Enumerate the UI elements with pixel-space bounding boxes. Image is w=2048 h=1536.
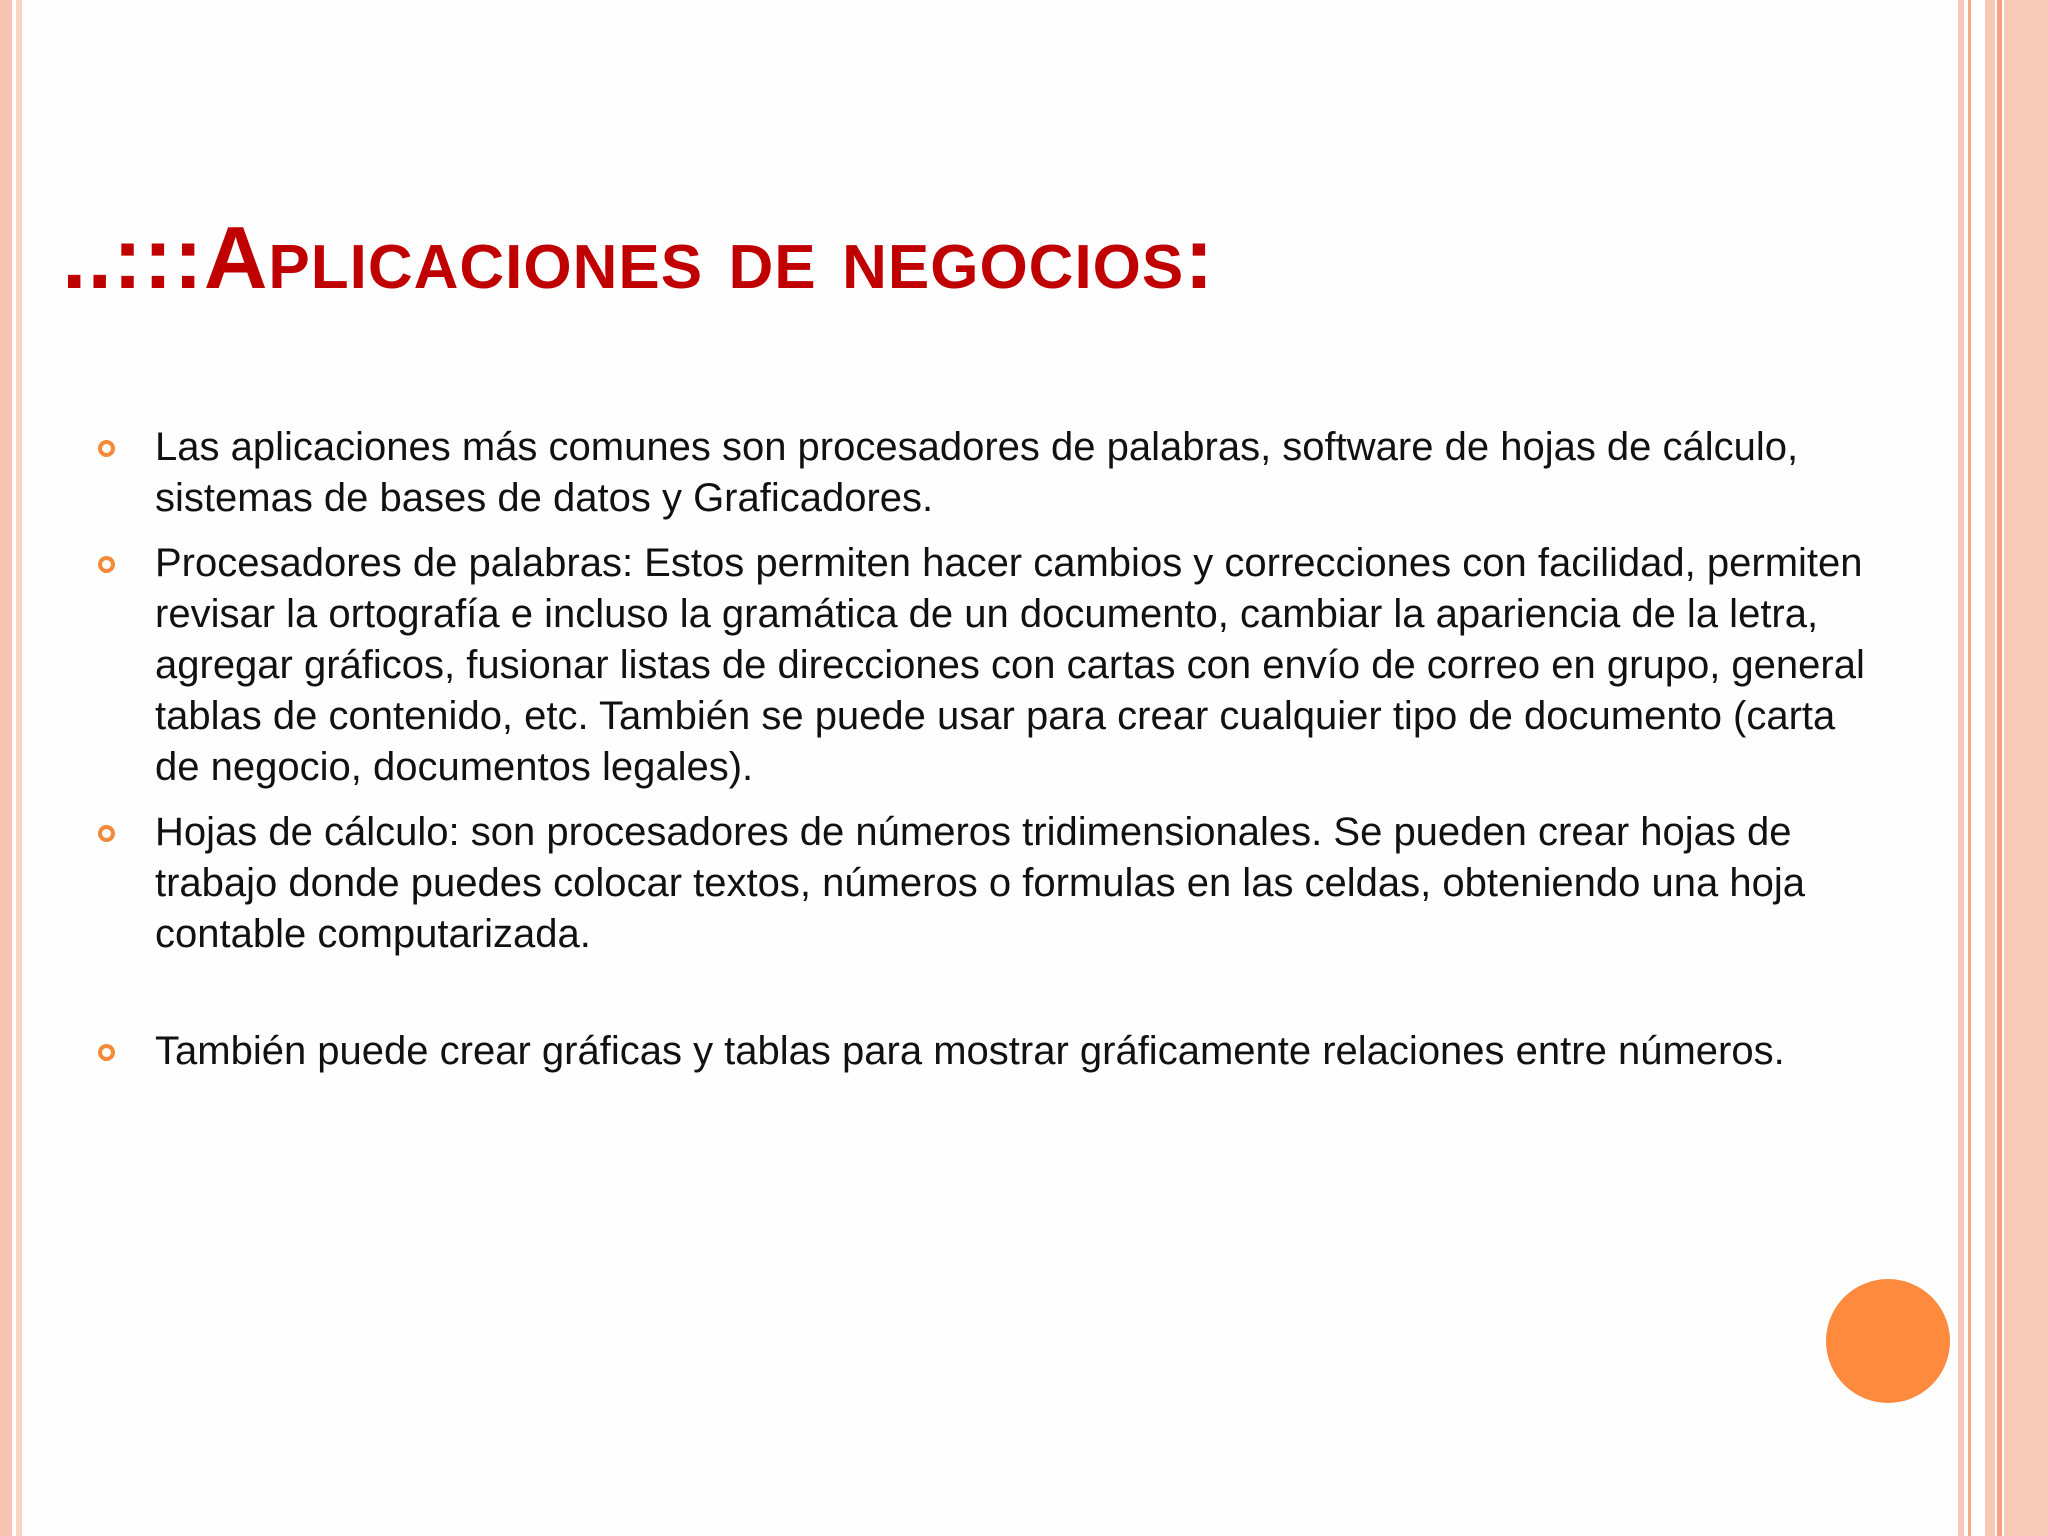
circle-bullet-icon bbox=[98, 556, 115, 573]
list-item bbox=[94, 1026, 1874, 1077]
right-border-stripe bbox=[1958, 0, 1964, 1536]
list-item bbox=[94, 807, 1874, 960]
decorative-circle-icon bbox=[1826, 1279, 1950, 1403]
left-border-stripe-inner bbox=[16, 0, 22, 1536]
right-border-stripe bbox=[1997, 0, 2002, 1536]
right-border-stripe bbox=[2004, 0, 2048, 1536]
right-border-stripe bbox=[1985, 0, 1995, 1536]
left-border-stripe bbox=[0, 0, 12, 1536]
list-item bbox=[94, 538, 1874, 793]
bullet-text: Procesadores de palabras: Estos permiten hacer cambios y correcciones con facilidad, permiten revisar la ortografía e incluso la gramática de un documento, cambiar la apariencia de la letra, agregar gráficos, fusionar listas de direcciones con cartas con envío de correo en grupo, general tablas de contenido, etc. También se puede usar para crear cualquier tipo de documento (carta de negocio, documentos legales). bbox=[155, 541, 1865, 789]
circle-bullet-icon bbox=[98, 825, 115, 842]
bullet-text: Las aplicaciones más comunes son procesadores de palabras, software de hojas de cálculo, sistemas de bases de datos y Graficadores. bbox=[155, 425, 1799, 520]
circle-bullet-icon bbox=[98, 440, 115, 457]
bullet-text: Hojas de cálculo: son procesadores de números tridimensionales. Se pueden crear hojas de trabajo donde puedes colocar textos, números o formulas en las celdas, obteniendo una hoja contable computarizada. bbox=[155, 810, 1805, 956]
list-item bbox=[94, 422, 1874, 524]
bullet-text: También puede crear gráficas y tablas para mostrar gráficamente relaciones entre números. bbox=[155, 1029, 1785, 1073]
slide-title: ..:::Aplicaciones de negocios: bbox=[62, 208, 1215, 307]
right-border-stripe bbox=[1968, 0, 1971, 1536]
circle-bullet-icon bbox=[98, 1044, 115, 1061]
bullet-list bbox=[94, 422, 1874, 1091]
